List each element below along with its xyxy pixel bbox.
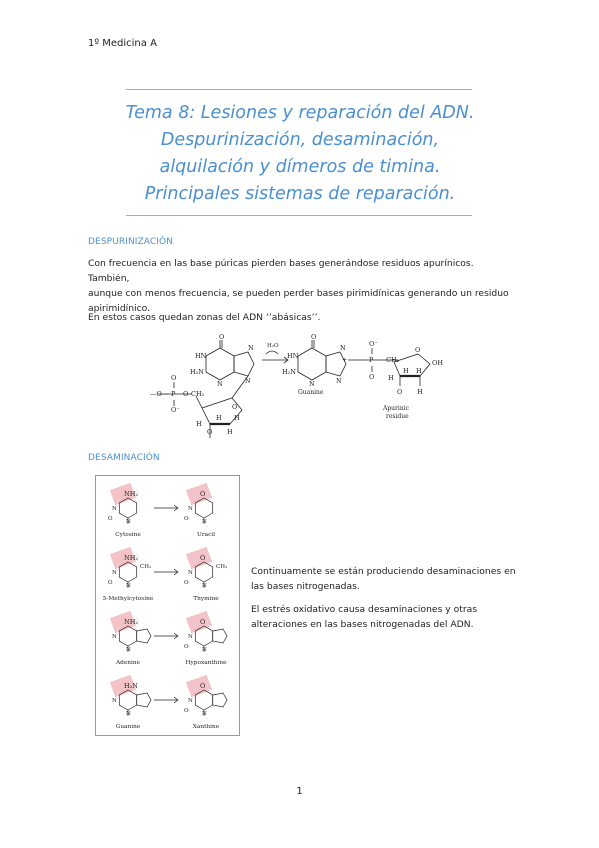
atom-label: N <box>202 711 207 717</box>
title-top-rule <box>126 89 472 90</box>
ring <box>213 693 227 707</box>
guanine-label: Guanine <box>298 389 324 396</box>
deamination-figure <box>96 476 239 735</box>
title-line-4: Principales sistemas de reparación. <box>144 184 456 204</box>
atom-label: N <box>188 570 193 576</box>
atom-label: N <box>217 380 223 388</box>
atom-label: N <box>248 344 254 352</box>
section-heading-desaminacion: DESAMINACIÓN <box>88 453 160 463</box>
base-name-label: Thymine <box>193 596 219 602</box>
ring <box>213 629 227 643</box>
atom-label: OH <box>432 359 443 367</box>
functional-group-label: O <box>200 618 206 626</box>
functional-group-label: H₂N <box>124 682 138 690</box>
atom-label: N <box>245 377 251 385</box>
atom-label: O⁻ <box>171 406 180 414</box>
title-line-1: Tema 8: Lesiones y reparación del ADN. <box>125 103 475 123</box>
plus-sign: + <box>342 356 348 364</box>
desaminacion-paragraph-1 <box>251 564 521 594</box>
title-line-3: alquilación y dímeros de timina. <box>159 157 441 177</box>
atom-label: N <box>112 698 117 704</box>
para-line: Con frecuencia en las base púricas pierden bases generándose residuos apurínicos. También, <box>88 258 474 284</box>
functional-group-label: O <box>200 490 206 498</box>
atom-label: O <box>415 346 421 354</box>
title-line-2: Despurinización, desaminación, <box>160 130 440 150</box>
atom-label: N <box>126 647 131 653</box>
atom-label: N <box>188 506 193 512</box>
atom-label: N <box>340 344 346 352</box>
atom-label: O <box>108 580 113 586</box>
atom-label: O <box>184 516 189 522</box>
base-name-label: 5-Methylcytosine <box>102 596 154 602</box>
title-bottom-rule <box>126 215 472 216</box>
atom-label: N <box>336 377 342 385</box>
atom-label: O <box>219 333 225 341</box>
desaminacion-paragraph-2 <box>251 602 521 632</box>
atom-label: N <box>112 634 117 640</box>
depurination-reaction-figure <box>150 330 480 445</box>
functional-group-label: NH₂ <box>124 554 138 562</box>
apurinic-label-1: Apurinic <box>383 405 409 412</box>
atom-label: N <box>188 634 193 640</box>
atom-label: N <box>202 519 207 525</box>
base-name-label: Cytosine <box>115 532 141 538</box>
atom-label: H₂N <box>282 368 296 376</box>
atom-label: N <box>202 583 207 589</box>
para-line: alteraciones en las bases nitrogenadas del ADN. <box>251 619 474 630</box>
atom-label: CH₂ <box>386 356 400 364</box>
atom-label: P <box>369 356 374 364</box>
para-line: apirimidínico. <box>88 303 151 314</box>
functional-group-label: NH₂ <box>124 490 138 498</box>
functional-group-label: NH₂ <box>124 618 138 626</box>
ring <box>137 629 151 643</box>
atom-label: P <box>171 390 176 398</box>
atom-label: N <box>126 583 131 589</box>
atom-label: O <box>171 374 177 382</box>
deamination-highlight <box>186 611 212 634</box>
atom-label: N <box>202 647 207 653</box>
atom-label: H <box>403 367 409 375</box>
atom-label: H <box>416 367 422 375</box>
atom-label: O⁻ <box>369 340 378 348</box>
functional-group-label: O <box>200 682 206 690</box>
phosphate-chain-label: —O— <box>150 390 169 398</box>
atom-label: N <box>126 711 131 717</box>
deamination-highlight <box>186 547 212 570</box>
deamination-highlight <box>186 483 212 506</box>
atom-label: H <box>234 414 240 422</box>
atom-label: N <box>188 698 193 704</box>
para-line: Continuamente se están produciendo desaminaciones en <box>251 566 516 577</box>
base-name-label: Hypoxanthine <box>185 660 227 666</box>
apurinic-label-2: residue <box>386 413 409 420</box>
functional-group-label: O <box>200 554 206 562</box>
atom-label: H₂N <box>190 368 204 376</box>
atom-label: N <box>112 570 117 576</box>
deamination-highlight <box>186 675 212 698</box>
methyl-label: CH₃ <box>216 564 228 570</box>
atom-label: H <box>196 420 202 428</box>
desaminacion-text <box>251 564 521 640</box>
atom-label: H <box>216 414 222 422</box>
methyl-label: CH₃ <box>140 564 152 570</box>
section-heading-despurinizacion: DESPURINIZACIÓN <box>88 237 174 247</box>
atom-label: N <box>112 506 117 512</box>
water-label: H₂O <box>267 343 279 349</box>
atom-label: O <box>108 516 113 522</box>
atom-label: O <box>183 390 189 398</box>
base-name-label: Uracil <box>196 532 216 538</box>
base-name-label: Guanine <box>115 724 141 730</box>
atom-label: HN <box>287 352 299 360</box>
base-name-label: Xanthine <box>192 724 220 730</box>
despurinizacion-paragraph-1 <box>88 256 513 316</box>
document-title <box>100 100 500 208</box>
atom-label: CH₂ <box>191 390 205 398</box>
base-name-label: Adenine <box>115 660 141 666</box>
atom-label: N <box>309 380 315 388</box>
para-line: las bases nitrogenadas. <box>251 581 360 592</box>
atom-label: O <box>311 333 317 341</box>
atom-label: H <box>388 374 394 382</box>
page-number: 1 <box>296 786 303 797</box>
atom-label: O <box>184 580 189 586</box>
atom-label: H <box>227 428 233 436</box>
atom-label: O <box>207 428 213 436</box>
course-header: 1º Medicina A <box>88 38 157 49</box>
atom-label: O <box>184 644 189 650</box>
despurinizacion-paragraph-2: En estos casos quedan zonas del ADN ‘’abásicas’’. <box>88 312 321 323</box>
atom-label: HN <box>195 352 207 360</box>
deamination-figure-frame <box>95 475 240 736</box>
ring <box>137 693 151 707</box>
para-line: aunque con menos frecuencia, se pueden perder bases pirimidínicas generando un residuo <box>88 288 509 299</box>
para-line: El estrés oxidativo causa desaminaciones y otras <box>251 604 478 615</box>
atom-label: O <box>397 388 403 396</box>
atom-label: O <box>184 708 189 714</box>
atom-label: H <box>417 388 423 396</box>
atom-label: N <box>126 519 131 525</box>
atom-label: O <box>232 403 238 411</box>
atom-label: O <box>369 373 375 381</box>
